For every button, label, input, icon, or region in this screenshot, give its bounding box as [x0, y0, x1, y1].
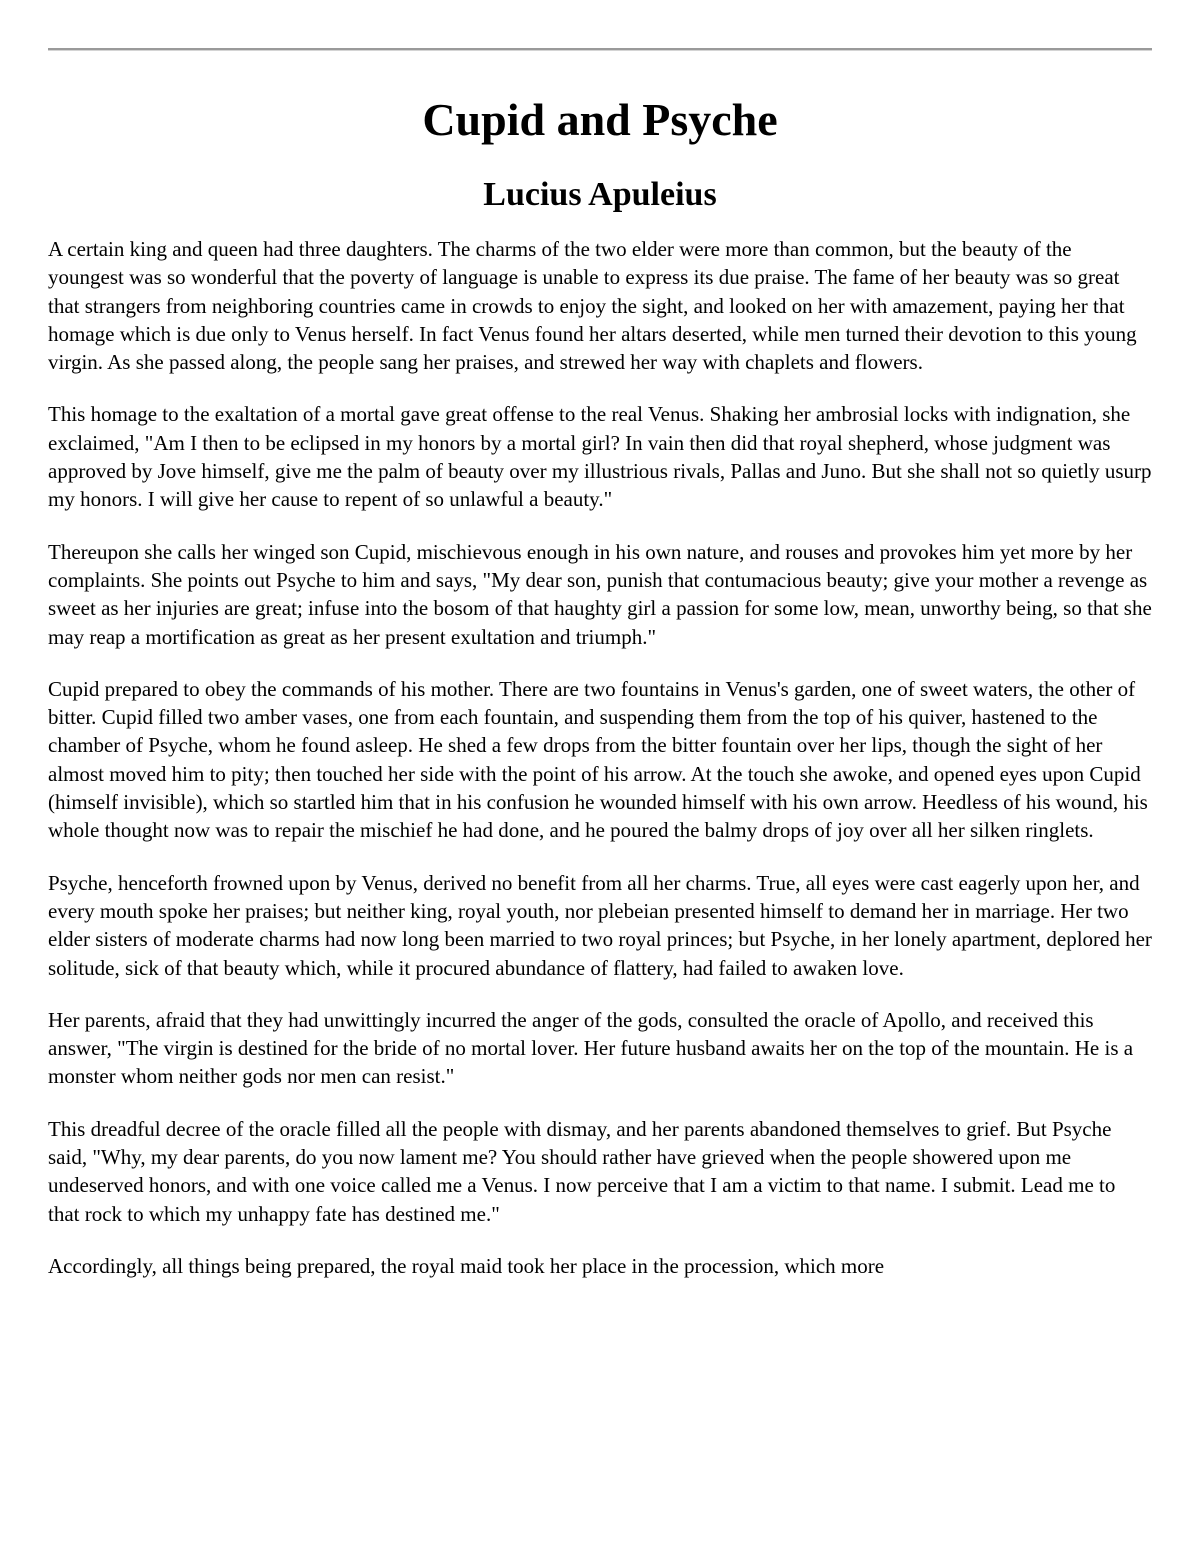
paragraph: Her parents, afraid that they had unwittingly incurred the anger of the gods, consulted the oracle of Apollo, and received this answer, "The virgin is destined for the bride of no mortal lover. Her future husband awaits her on the top of the mountain. He is a monster whom neither gods nor men can resist." [48, 1007, 1134, 1089]
horizontal-rule [48, 48, 1152, 51]
paragraph: This dreadful decree of the oracle filled all the people with dismay, and her parents abandoned themselves to grief. But Psyche said, "Why, my dear parents, do you now lament me? You should rather have grieved when the people showered upon me undeserved honors, and with one voice called me a Venus. I now perceive that I am a victim to that name. I submit. Lead me to that rock to which my unhappy fate has destined me." [48, 1116, 1116, 1226]
paragraph: Psyche, henceforth frowned upon by Venus, derived no benefit from all her charms. True, all eyes were cast eagerly upon her, and every mouth spoke her praises; but neither king, royal youth, nor plebeian presented himself to demand her in marriage. Her two elder sisters of moderate charms had now long been married to two royal princes; but Psyche, in her lonely apartment, deplored her solitude, sick of that beauty which, while it procured abundance of flattery, had failed to awaken love. [48, 870, 1152, 980]
document-page [48, 0, 1152, 1304]
paragraph: Cupid prepared to obey the commands of his mother. There are two fountains in Venus's garden, one of sweet waters, the other of bitter. Cupid filled two amber vases, one from each fountain, and suspending them from the top of his quiver, hastened to the chamber of Psyche, whom he found asleep. He shed a few drops from the bitter fountain over her lips, though the sight of her almost moved him to pity; then touched her side with the point of his arrow. At the touch she awoke, and opened eyes upon Cupid (himself invisible), which so startled him that in his confusion he wounded himself with his own arrow. Heedless of his wound, his whole thought now was to repair the mischief he had done, and he poured the balmy drops of joy over all her silken ringlets. [48, 676, 1148, 843]
paragraph: Thereupon she calls her winged son Cupid, mischievous enough in his own nature, and rouses and provokes him yet more by her complaints. She points out Psyche to him and says, "My dear son, punish that contumacious beauty; give your mother a revenge as sweet as her injuries are great; infuse into the bosom of that haughty girl a passion for some low, mean, unworthy being, so that she may reap a mortification as great as her present exultation and triumph." [48, 539, 1152, 649]
paragraph: Accordingly, all things being prepared, the royal maid took her place in the procession, which more [48, 1253, 885, 1278]
paragraph: This homage to the exaltation of a mortal gave great offense to the real Venus. Shaking her ambrosial locks with indignation, she exclaimed, "Am I then to be eclipsed in my honors by a mortal girl? In vain then did that royal shepherd, whose judgment was approved by Jove himself, give me the palm of beauty over my illustrious rivals, Pallas and Juno. But she shall not so quietly usurp my honors. I will give her cause to repent of so unlawful a beauty." [48, 402, 1152, 512]
author-heading: Lucius Apuleius [483, 176, 717, 213]
page-title: Cupid and Psyche [422, 94, 778, 145]
story-body [48, 235, 1152, 1280]
paragraph: A certain king and queen had three daughters. The charms of the two elder were more than common, but the beauty of the youngest was so wonderful that the poverty of language is unable to express its due praise. The fame of her beauty was so great that strangers from neighboring countries came in crowds to enjoy the sight, and looked on her with amazement, paying her that homage which is due only to Venus herself. In fact Venus found her altars deserted, while men turned their devotion to this young virgin. As she passed along, the people sang her praises, and strewed her way with chaplets and flowers. [48, 237, 1137, 375]
